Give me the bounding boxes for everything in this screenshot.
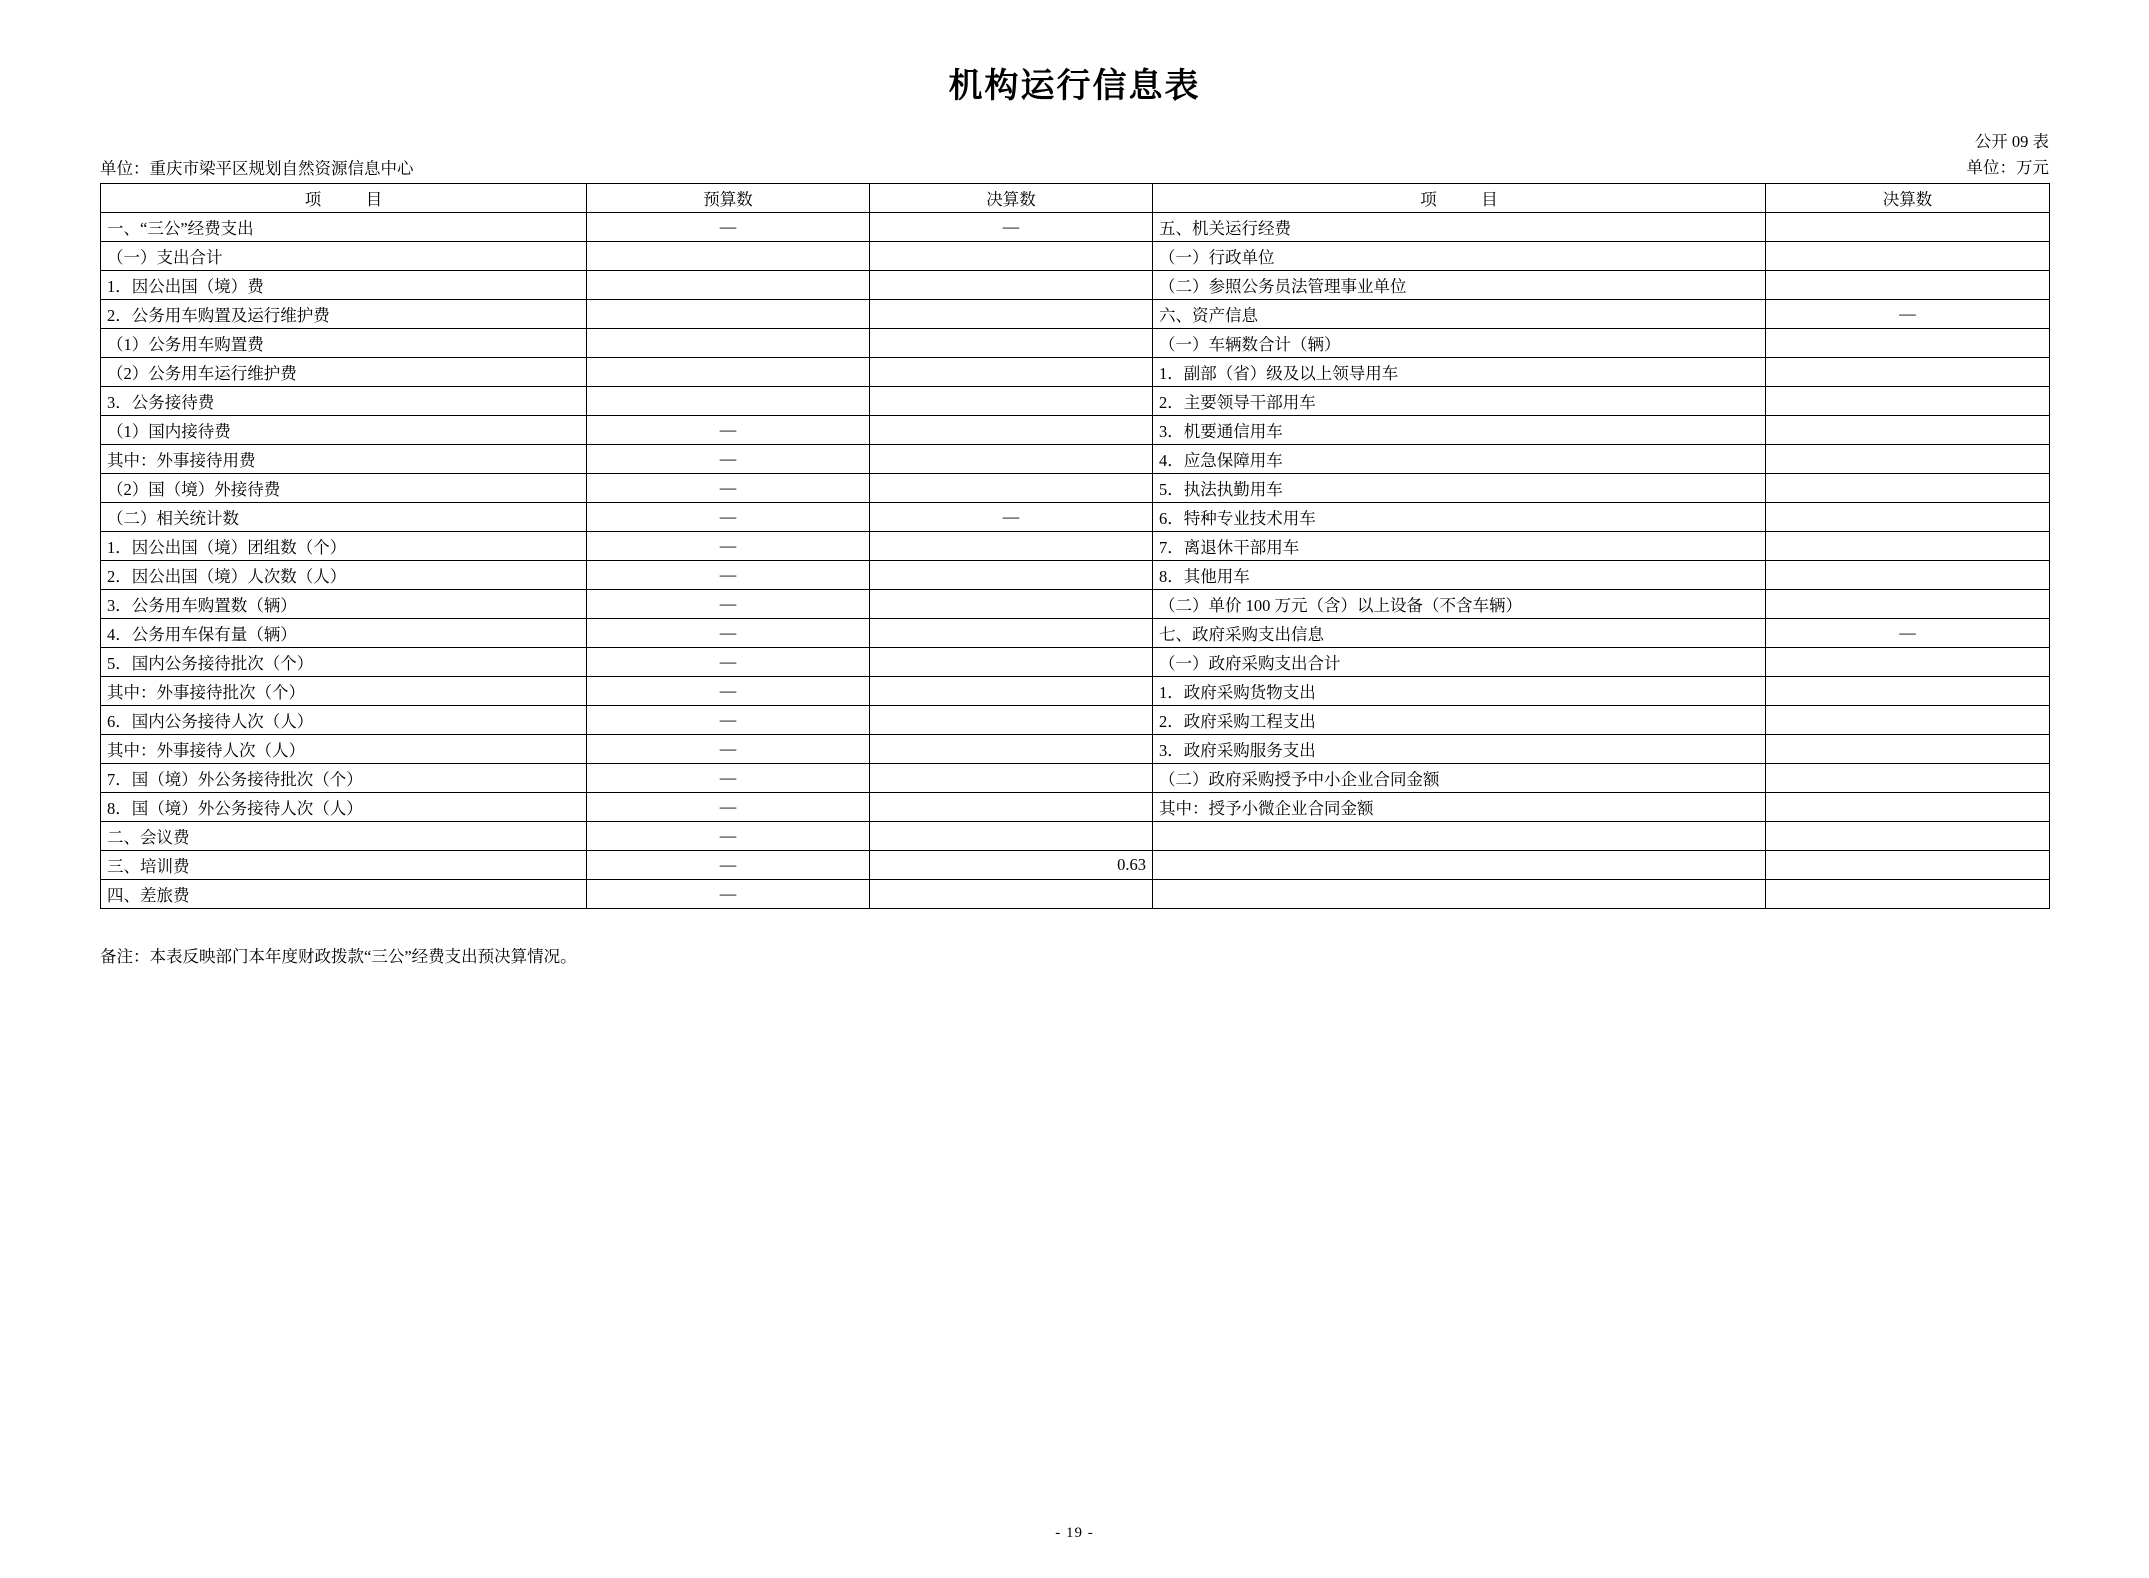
row-item-left: 其中：外事接待批次（个） bbox=[101, 677, 587, 706]
row-final-right-value bbox=[1766, 416, 2050, 445]
header-item-right: 项 目 bbox=[1153, 184, 1766, 213]
row-final-value: 0.63 bbox=[870, 851, 1153, 880]
row-final-value bbox=[870, 822, 1153, 851]
row-final-value: — bbox=[870, 213, 1153, 242]
page-title: 机构运行信息表 bbox=[948, 67, 1201, 105]
row-final-right-value bbox=[1766, 474, 2050, 503]
row-final-right-value bbox=[1766, 532, 2050, 561]
row-final-value bbox=[870, 532, 1153, 561]
row-final-right-value bbox=[1766, 329, 2050, 358]
row-final-right-value bbox=[1766, 706, 2050, 735]
row-budget-value: — bbox=[587, 880, 870, 909]
table-row bbox=[101, 445, 2050, 474]
row-item-right: 2．主要领导干部用车 bbox=[1153, 387, 1766, 416]
row-item-left: 其中：外事接待用费 bbox=[101, 445, 587, 474]
row-item-right: 3．机要通信用车 bbox=[1153, 416, 1766, 445]
row-final-right-value bbox=[1766, 242, 2050, 271]
table-row bbox=[101, 793, 2050, 822]
row-item-right: 1．政府采购货物支出 bbox=[1153, 677, 1766, 706]
row-final-value bbox=[870, 561, 1153, 590]
table-row bbox=[101, 561, 2050, 590]
row-item-right: 4．应急保障用车 bbox=[1153, 445, 1766, 474]
row-final-value bbox=[870, 706, 1153, 735]
table-row bbox=[101, 532, 2050, 561]
header-final-right: 决算数 bbox=[1766, 184, 2050, 213]
table-row bbox=[101, 764, 2050, 793]
table-row bbox=[101, 300, 2050, 329]
table-row bbox=[101, 242, 2050, 271]
row-final-value bbox=[870, 329, 1153, 358]
row-budget-value: — bbox=[587, 619, 870, 648]
row-item-left: 1．因公出国（境）费 bbox=[101, 271, 587, 300]
row-item-right: 6．特种专业技术用车 bbox=[1153, 503, 1766, 532]
row-final-right-value bbox=[1766, 793, 2050, 822]
row-item-left: （2）公务用车运行维护费 bbox=[101, 358, 587, 387]
row-item-right bbox=[1153, 880, 1766, 909]
row-final-right-value bbox=[1766, 358, 2050, 387]
table-row bbox=[101, 851, 2050, 880]
institution-operation-table bbox=[100, 183, 2050, 909]
row-item-right: 8．其他用车 bbox=[1153, 561, 1766, 590]
row-final-right-value: — bbox=[1766, 619, 2050, 648]
table-row bbox=[101, 416, 2050, 445]
row-item-left: 6．国内公务接待人次（人） bbox=[101, 706, 587, 735]
table-row bbox=[101, 619, 2050, 648]
row-item-left: （一）支出合计 bbox=[101, 242, 587, 271]
meta-right-block bbox=[1967, 129, 2050, 181]
row-item-left: 二、会议费 bbox=[101, 822, 587, 851]
table-header-row bbox=[101, 184, 2050, 213]
row-item-left: 3．公务用车购置数（辆） bbox=[101, 590, 587, 619]
row-final-value bbox=[870, 590, 1153, 619]
row-item-left: 三、培训费 bbox=[101, 851, 587, 880]
row-item-left: （2）国（境）外接待费 bbox=[101, 474, 587, 503]
row-final-right-value bbox=[1766, 648, 2050, 677]
row-final-right-value bbox=[1766, 822, 2050, 851]
row-final-value bbox=[870, 648, 1153, 677]
header-item-left: 项 目 bbox=[101, 184, 587, 213]
row-final-right-value bbox=[1766, 735, 2050, 764]
form-number: 公开 09 表 bbox=[1974, 132, 2049, 151]
row-budget-value: — bbox=[587, 706, 870, 735]
row-item-right: 2．政府采购工程支出 bbox=[1153, 706, 1766, 735]
row-final-right-value bbox=[1766, 561, 2050, 590]
row-budget-value bbox=[587, 329, 870, 358]
row-final-value bbox=[870, 300, 1153, 329]
row-final-value bbox=[870, 677, 1153, 706]
amount-unit: 单位：万元 bbox=[1966, 158, 2049, 177]
row-final-value bbox=[870, 735, 1153, 764]
row-item-right: 3．政府采购服务支出 bbox=[1153, 735, 1766, 764]
row-item-left: 一、“三公”经费支出 bbox=[101, 213, 587, 242]
row-budget-value: — bbox=[587, 532, 870, 561]
row-item-left: 1．因公出国（境）团组数（个） bbox=[101, 532, 587, 561]
table-row bbox=[101, 503, 2050, 532]
row-final-value bbox=[870, 793, 1153, 822]
row-budget-value bbox=[587, 387, 870, 416]
row-item-left: 4．公务用车保有量（辆） bbox=[101, 619, 587, 648]
row-item-right bbox=[1153, 851, 1766, 880]
row-budget-value bbox=[587, 242, 870, 271]
table-row bbox=[101, 648, 2050, 677]
row-final-value bbox=[870, 474, 1153, 503]
row-item-right: （二）政府采购授予中小企业合同金额 bbox=[1153, 764, 1766, 793]
row-budget-value: — bbox=[587, 590, 870, 619]
row-item-right: （二）单价 100 万元（含）以上设备（不含车辆） bbox=[1153, 590, 1766, 619]
row-final-value bbox=[870, 416, 1153, 445]
row-final-right-value bbox=[1766, 213, 2050, 242]
row-final-right-value bbox=[1766, 880, 2050, 909]
row-item-right: 1．副部（省）级及以上领导用车 bbox=[1153, 358, 1766, 387]
table-row bbox=[101, 677, 2050, 706]
row-budget-value: — bbox=[587, 445, 870, 474]
table-row bbox=[101, 271, 2050, 300]
row-final-right-value bbox=[1766, 387, 2050, 416]
row-item-left: 7．国（境）外公务接待批次（个） bbox=[101, 764, 587, 793]
row-final-right-value bbox=[1766, 503, 2050, 532]
row-final-right-value bbox=[1766, 271, 2050, 300]
row-budget-value: — bbox=[587, 764, 870, 793]
row-final-value bbox=[870, 619, 1153, 648]
row-item-right: 七、政府采购支出信息 bbox=[1153, 619, 1766, 648]
table-row bbox=[101, 590, 2050, 619]
table-row bbox=[101, 822, 2050, 851]
row-final-value bbox=[870, 242, 1153, 271]
row-item-left: 四、差旅费 bbox=[101, 880, 587, 909]
table-note: 备注：本表反映部门本年度财政拨款“三公”经费支出预决算情况。 bbox=[100, 947, 577, 966]
row-budget-value: — bbox=[587, 851, 870, 880]
row-final-value bbox=[870, 387, 1153, 416]
row-budget-value: — bbox=[587, 213, 870, 242]
row-item-left: 3．公务接待费 bbox=[101, 387, 587, 416]
row-budget-value bbox=[587, 300, 870, 329]
row-item-left: 8．国（境）外公务接待人次（人） bbox=[101, 793, 587, 822]
document-page bbox=[0, 58, 2149, 1578]
row-final-value bbox=[870, 880, 1153, 909]
row-item-right bbox=[1153, 822, 1766, 851]
row-final-right-value bbox=[1766, 764, 2050, 793]
document-meta bbox=[100, 129, 2049, 183]
table-row bbox=[101, 735, 2050, 764]
row-item-right: 五、机关运行经费 bbox=[1153, 213, 1766, 242]
row-item-right: 六、资产信息 bbox=[1153, 300, 1766, 329]
row-item-right: （一）行政单位 bbox=[1153, 242, 1766, 271]
row-item-left: 2．因公出国（境）人次数（人） bbox=[101, 561, 587, 590]
row-item-right: （二）参照公务员法管理事业单位 bbox=[1153, 271, 1766, 300]
row-item-left: 其中：外事接待人次（人） bbox=[101, 735, 587, 764]
table-row bbox=[101, 213, 2050, 242]
row-final-value bbox=[870, 271, 1153, 300]
row-final-right-value: — bbox=[1766, 300, 2050, 329]
table-row bbox=[101, 706, 2050, 735]
row-budget-value: — bbox=[587, 648, 870, 677]
row-budget-value: — bbox=[587, 474, 870, 503]
row-budget-value: — bbox=[587, 677, 870, 706]
row-budget-value bbox=[587, 271, 870, 300]
row-item-right: 7．离退休干部用车 bbox=[1153, 532, 1766, 561]
row-budget-value: — bbox=[587, 416, 870, 445]
row-budget-value: — bbox=[587, 793, 870, 822]
table-row bbox=[101, 329, 2050, 358]
row-final-value bbox=[870, 358, 1153, 387]
unit-label: 单位：重庆市梁平区规划自然资源信息中心 bbox=[100, 159, 414, 178]
row-item-left: （1）国内接待费 bbox=[101, 416, 587, 445]
row-budget-value: — bbox=[587, 561, 870, 590]
row-final-value bbox=[870, 445, 1153, 474]
row-item-right: 其中：授予小微企业合同金额 bbox=[1153, 793, 1766, 822]
table-row bbox=[101, 358, 2050, 387]
table-body bbox=[101, 213, 2050, 909]
row-final-value bbox=[870, 764, 1153, 793]
row-final-right-value bbox=[1766, 851, 2050, 880]
row-item-right: （一）政府采购支出合计 bbox=[1153, 648, 1766, 677]
row-item-right: （一）车辆数合计（辆） bbox=[1153, 329, 1766, 358]
row-final-right-value bbox=[1766, 445, 2050, 474]
row-item-right: 5．执法执勤用车 bbox=[1153, 474, 1766, 503]
row-final-right-value bbox=[1766, 677, 2050, 706]
row-item-left: 2．公务用车购置及运行维护费 bbox=[101, 300, 587, 329]
row-item-left: （1）公务用车购置费 bbox=[101, 329, 587, 358]
row-item-left: 5．国内公务接待批次（个） bbox=[101, 648, 587, 677]
row-final-value: — bbox=[870, 503, 1153, 532]
page-number: - 19 - bbox=[1055, 1525, 1094, 1541]
row-budget-value: — bbox=[587, 503, 870, 532]
row-budget-value: — bbox=[587, 735, 870, 764]
table-row bbox=[101, 880, 2050, 909]
header-final: 决算数 bbox=[870, 184, 1153, 213]
row-item-left: （二）相关统计数 bbox=[101, 503, 587, 532]
row-budget-value: — bbox=[587, 822, 870, 851]
row-budget-value bbox=[587, 358, 870, 387]
table-row bbox=[101, 387, 2050, 416]
row-final-right-value bbox=[1766, 590, 2050, 619]
table-row bbox=[101, 474, 2050, 503]
header-budget: 预算数 bbox=[587, 184, 870, 213]
